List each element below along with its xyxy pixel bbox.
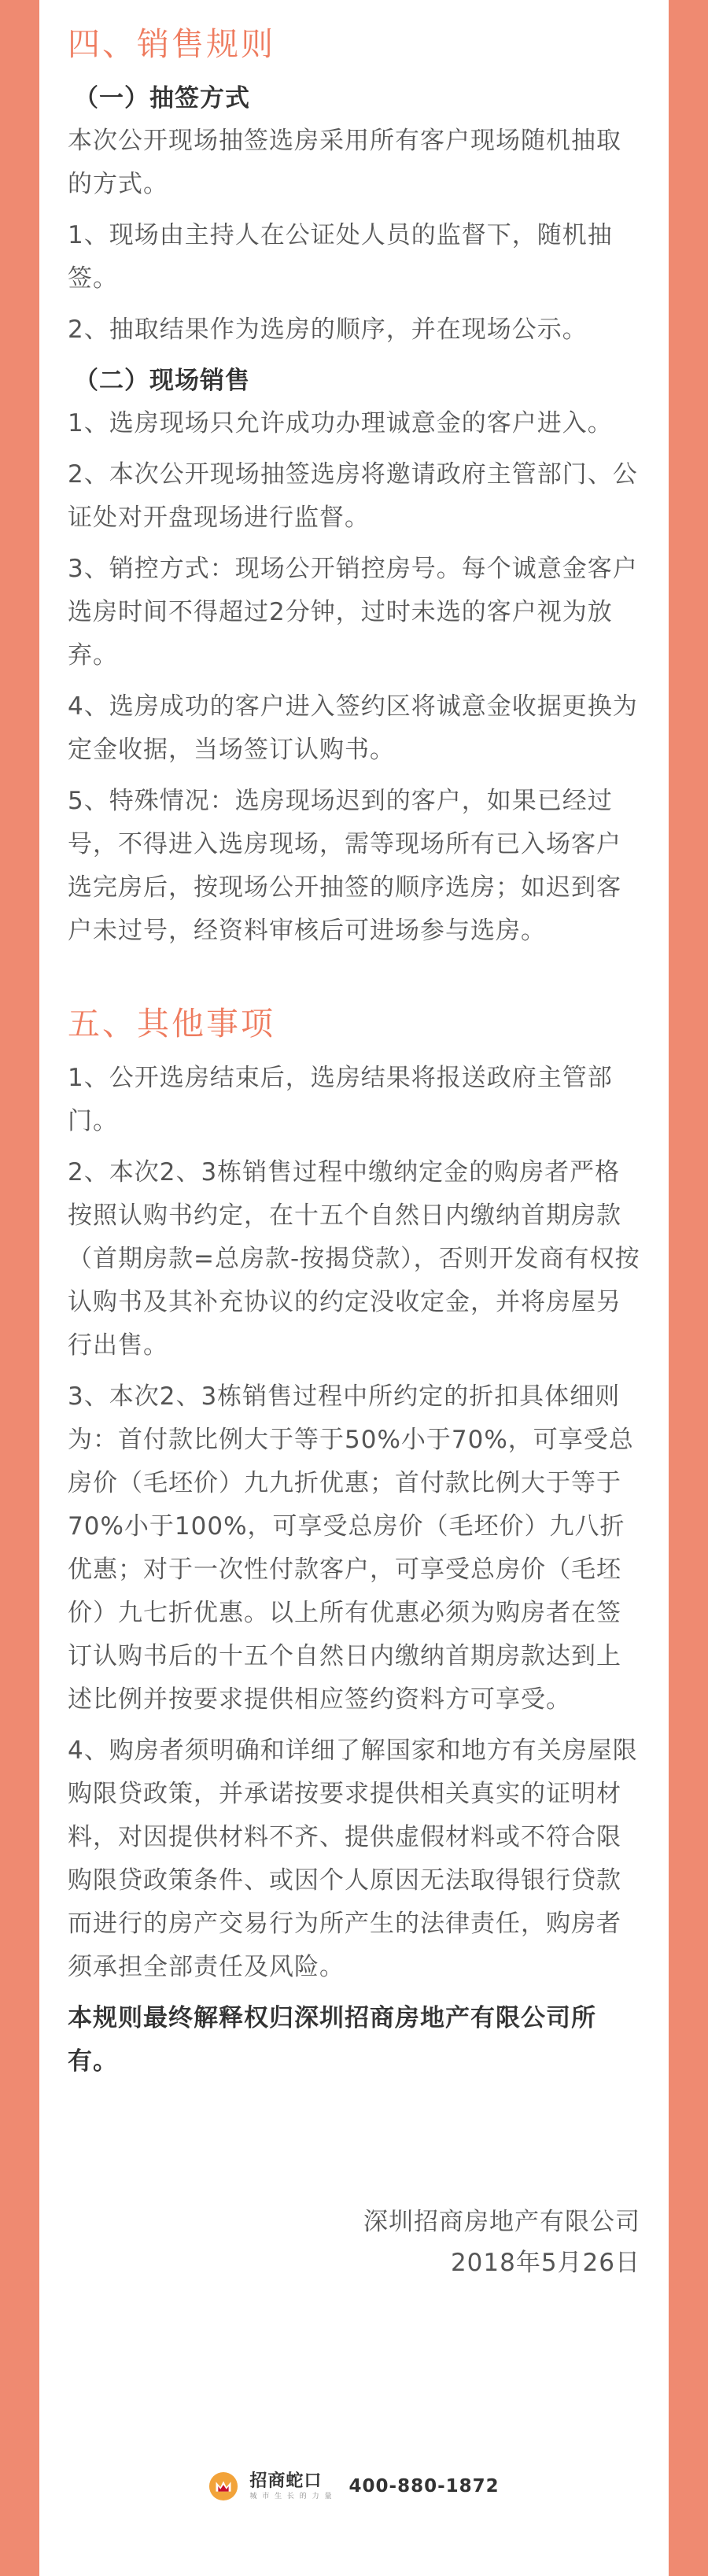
- subsection-onsite-sales-title: （二）现场销售: [74, 367, 250, 395]
- paragraph: 3、销控方式：现场公开销控房号。每个诚意金客户选房时间不得超过2分钟，过时未选的客户视为放弃。: [68, 555, 638, 670]
- closing-statement: 本规则最终解释权归深圳招商房地产有限公司所有。: [68, 2004, 596, 2076]
- logo-name: 招商蛇口: [249, 2471, 323, 2491]
- paragraph: 1、现场由主持人在公证处人员的监督下，随机抽签。: [68, 221, 613, 293]
- paragraph: 4、选房成功的客户进入签约区将诚意金收据更换为定金收据，当场签订认购书。: [68, 692, 638, 764]
- document-body: [39, 0, 669, 2283]
- paragraph: 3、本次2、3栋销售过程中所约定的折扣具体细则为：首付款比例大于等于50%小于70%，可享受总房价（毛坯价）九九折优惠；首付款比例大于等于70%小于100%，可享受总房价（毛坯价）九八折优惠；对于一次性付款客户，可享受总房价（毛坯价）九七折优惠。以上所有优惠必须为购房者在签订认购书后的十五个自然日内缴纳首期房款达到上述比例并按要求提供相应签约资料方可享受。: [68, 1382, 634, 1714]
- cmsk-logo-icon: [208, 2471, 238, 2501]
- paragraph: 2、本次公开现场抽签选房将邀请政府主管部门、公证处对开盘现场进行监督。: [68, 460, 638, 532]
- logo-text: [249, 2471, 333, 2501]
- paragraph: 2、本次2、3栋销售过程中缴纳定金的购房者严格按照认购书约定，在十五个自然日内缴纳首期房款（首期房款=总房款-按揭贷款），否则开发商有权按认购书及其补充协议的约定没收定金，并将房屋另行出售。: [68, 1158, 640, 1360]
- hotline-number: 400-880-1872: [348, 2475, 500, 2497]
- paragraph: 2、抽取结果作为选房的顺序，并在现场公示。: [68, 316, 588, 344]
- signature-date: 2018年5月26日: [450, 2249, 640, 2277]
- signature-block: [68, 2201, 640, 2283]
- paragraph: 本次公开现场抽签选房采用所有客户现场随机抽取的方式。: [68, 127, 621, 198]
- paragraph: 1、选房现场只允许成功办理诚意金的客户进入。: [68, 409, 613, 437]
- subsection-lottery-title: （一）抽签方式: [74, 84, 250, 113]
- footer-brand: [208, 2471, 499, 2501]
- signature-company: 深圳招商房地产有限公司: [363, 2208, 640, 2236]
- section-5-title: 五、其他事项: [68, 1005, 275, 1043]
- content-panel: [39, 0, 669, 2396]
- paragraph: 4、购房者须明确和详细了解国家和地方有关房屋限购限贷政策，并承诺按要求提供相关真实的证明材料，对因提供材料不齐、提供虚假材料或不符合限购限贷政策条件、或因个人原因无法取得银行贷款而进行的房产交易行为所产生的法律责任，购房者须承担全部责任及风险。: [68, 1736, 638, 1981]
- footer: [39, 2396, 669, 2576]
- paragraph: 5、特殊情况：选房现场迟到的客户，如果已经过号，不得进入选房现场，需等现场所有已入场客户选完房后，按现场公开抽签的顺序选房；如迟到客户未过号，经资料审核后可进场参与选房。: [68, 787, 621, 945]
- section-4-title: 四、销售规则: [68, 25, 275, 63]
- logo-tagline: 城 市 生 长 的 力 量: [249, 2492, 334, 2500]
- paragraph: 1、公开选房结束后，选房结果将报送政府主管部门。: [68, 1064, 613, 1135]
